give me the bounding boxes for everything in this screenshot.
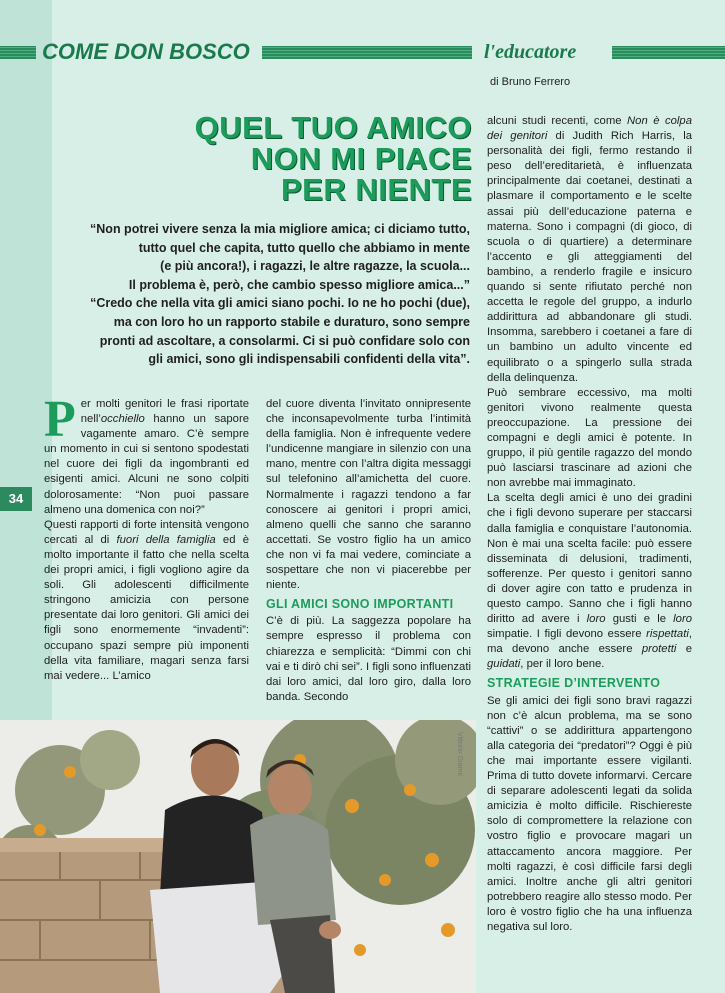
- column-1: [44, 391, 249, 684]
- lead-line: pronti ad ascoltare, a consolarmi. Ci si può confidare solo con: [99, 333, 470, 348]
- lead-line: ma con loro ho un rapporto stabile e duraturo, sono sempre: [113, 314, 470, 329]
- byline: di Bruno Ferrero: [490, 76, 571, 88]
- article-title: [195, 112, 472, 205]
- paragraph: La scelta degli amici è uno dei gradini che i figli devono superare per staccarsi dalla famiglia e conquistare l’autonomia. Non è mai una scelta facile: può essere disseminata di delusioni, tradimenti, sofferenze. Per questo i genitori sanno di dover agire con tatto e prudenza in questo campo. Sanno che i figli hanno diritto ad avere i loro gusti e le loro simpatie. I figli devono essere rispettati, ma devono anche essere protetti e guidati, per il loro bene.: [487, 492, 693, 671]
- title-line: NON MI PIACE: [250, 141, 472, 176]
- photo-credit: Vittorio Gianni: [456, 732, 463, 776]
- section-title: COME DON BOSCO: [42, 39, 250, 64]
- photo-illustration: [0, 720, 476, 993]
- lead-line: “Non potrei vivere senza la mia migliore amica; ci diciamo tutto,: [90, 222, 470, 236]
- photo-two-boys-on-wall: [0, 720, 476, 993]
- header-bar-middle: [262, 46, 472, 59]
- lead-line: tutto quel che capita, tutto quello che abbiamo in mente: [138, 240, 470, 255]
- title-line: QUEL TUO AMICO: [194, 110, 472, 145]
- lead-quote: [60, 220, 470, 369]
- paragraph: Questi rapporti di forte intensità vengono cercati al di fuori della famiglia ed è molto importante il fatto che nella scelta dei propri amici, i figli vogliono agire da soli. Gli adolescenti difficilmente stringono amicizia con persone presentate dai loro genitori. Gli amici dei figli sono enormemente “invadenti”: occupano spazi sempre più imponenti della vita familiare, magari senza farsi mai vedere... L’amico: [44, 518, 249, 682]
- lead-line: (e più ancora!), i ragazzi, le altre ragazze, la scuola...: [160, 259, 470, 274]
- lead-line: “Credo che nella vita gli amici siano pochi. Io ne ho pochi (due),: [90, 296, 470, 311]
- column-3: [487, 114, 692, 935]
- lead-line: Il problema è, però, che cambio spesso migliore amica...”: [128, 277, 470, 292]
- paragraph: del cuore diventa l’invitato onnipresente che inconsapevolmente turba l’intimità della famiglia. Non è infrequente vedere l’undicenne mangiare in silenzio con una mano, mentre con l’altra digita messaggi sul telefonino all’amichetta del cuore. Normalmente i ragazzi tendono a far conoscere ai genitori i propri amici, almeno quelli che sanno che saranno accettati. Se vostro figlio ha un amico che non vi fa mai vedere, cominciate a sospettare che non vi piacerebbe per niente.: [266, 398, 471, 592]
- subheading: GLI AMICI SONO IMPORTANTI: [266, 597, 454, 612]
- paragraph: Può sembrare eccessivo, ma molti genitori vivono realmente questa preoccupazione. La pressione dei compagni e degli amici è potente. In gruppo, il più gentile ragazzo del mondo può lasciarsi trascinare ad azioni che non avrebbe mai immaginato.: [487, 386, 692, 490]
- title-line: PER NIENTE: [280, 172, 472, 207]
- header-bar-left: [0, 46, 36, 59]
- section-subtitle: l'educatore: [484, 41, 577, 63]
- paragraph: C’è di più. La saggezza popolare ha sempre espresso il problema con chiarezza e semplicità: “Dimmi con chi vai e ti dirò chi sei”. I figli sono influenzati dai loro amici, dal loro giro, dalla loro banda. Secondo: [266, 615, 471, 703]
- header-bar-right: [612, 46, 725, 59]
- drop-cap: P: [44, 391, 76, 448]
- page-number: 34: [0, 487, 32, 511]
- paragraph: alcuni studi recenti, come Non è colpa dei genitori di Judith Rich Harris, la personalità dei figli, fermo restando il peso dell’ereditarietà, è influenzata principalmente dai coetanei, destinati a plasmare il comportamento e le scelte assai più dell’educazione paterna e materna. Sono i compagni (di gioco, di scuola o di quartiere) a determinare l’accento e gli atteggiamenti del bambino, a renderlo fragile e insicuro quando si sente rifiutato perché non accetta le regole del gruppo, a indurlo addirittura ad abbandonare gli studi. Insomma, sarebbero i coetanei a fare di un bambino un adulto vincente ed equilibrato o a spingerlo sulla strada della delinquenza.: [487, 115, 692, 384]
- subheading: STRATEGIE D’INTERVENTO: [487, 676, 661, 691]
- lead-line: gli amici, sono gli indispensabili confidenti della vita”.: [148, 352, 470, 367]
- column-2: [266, 397, 471, 705]
- paragraph: Se gli amici dei figli sono bravi ragazzi non c’è alcun problema, ma se sono “cattivi” o se addirittura appartengono alla categoria dei “predatori”? Oggi è più che mai importante essere vigilanti. Prima di tutto dovete informarvi. Cercare di separare adolescenti legati da solida amicizia è molto difficile. Rischiereste solo di compromettere la relazione con vostro figlio e provocare magari un attaccamento ancora maggiore. Per molti ragazzi, è così difficile farsi degli amici. Inoltre anche gli altri genitori potrebbero reagire allo stesso modo. Per loro è vostro figlio che ha una influenza negativa sul loro.: [487, 694, 692, 933]
- paragraph: Per molti genitori le frasi riportate nell’occhiello hanno un sapore vagamente amaro. C’è sempre un momento in cui si sentono spodestati nel cuore dei figli da ingombranti ed esigenti amici. Alcuni ne sono colpiti dolorosamente: “Non puoi passare almeno una domenica con noi?”: [44, 391, 249, 516]
